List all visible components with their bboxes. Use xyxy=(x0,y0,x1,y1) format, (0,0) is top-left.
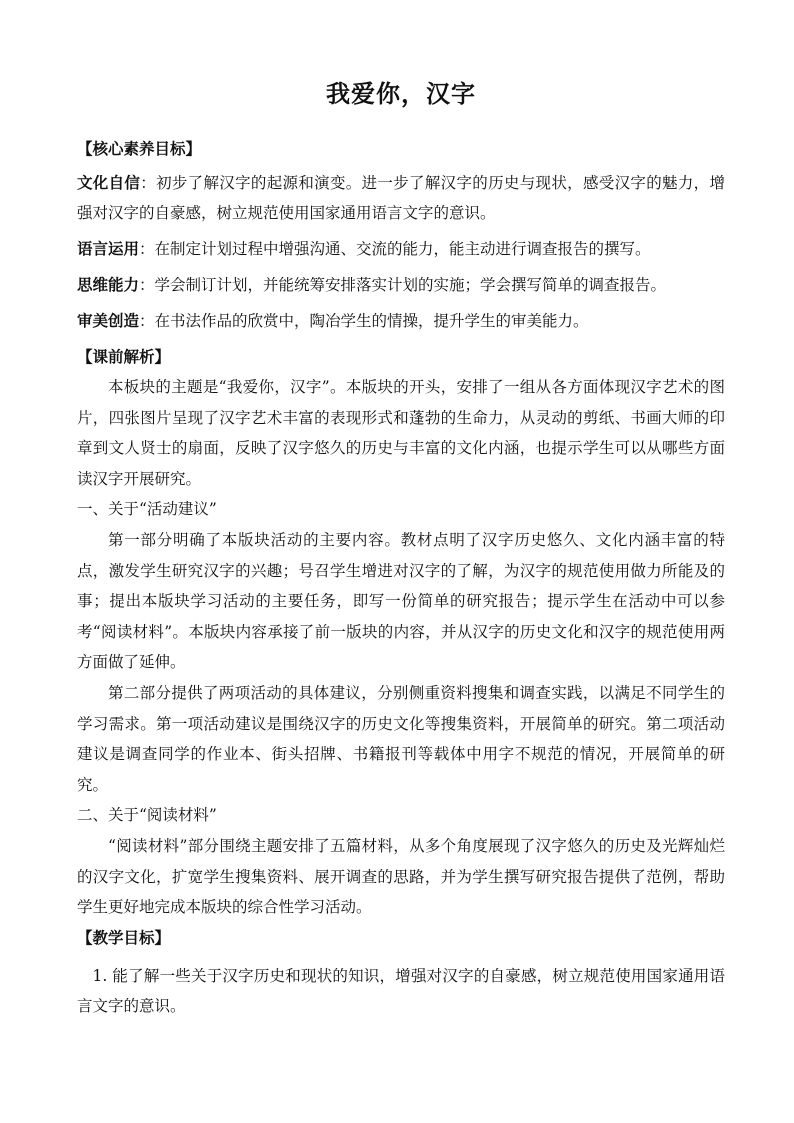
goal-term: 语言运用 xyxy=(77,239,140,258)
goal-text: 学会制订计划，并能统筹安排落实计划的实施；学会撰写简单的调查报告。 xyxy=(154,276,667,294)
analysis-heading: 【课前解析】 xyxy=(77,347,171,366)
analysis-part2-heading: 二、关于“阅读材料” xyxy=(77,806,217,825)
goal-text: 在书法作品的欣赏中，陶冶学生的情操，提升学生的审美能力。 xyxy=(154,312,589,330)
goal-thinking: 思维能力：学会制订计划，并能统筹安排落实计划的实施；学会撰写简单的调查报告。 xyxy=(77,275,667,294)
analysis-part2-paragraph-1: “阅读材料”部分围绕主题安排了五篇材料，从多个角度展现了汉字悠久的历史及光辉灿烂的汉字文化，扩宽学生搜集资料、展开调查的思路，并为学生撰写研究报告提供了范例，帮助学生更好地完成本版块的综合性学习活动。 xyxy=(77,836,725,917)
teaching-goals-heading: 【教学目标】 xyxy=(77,927,171,947)
goal-language: 语言运用：在制定计划过程中增强沟通、交流的能力，能主动进行调查报告的撰写。 xyxy=(77,239,651,258)
analysis-part1-paragraph-1: 第一部分明确了本版块活动的主要内容。教材点明了汉字历史悠久、文化内涵丰富的特点，激发学生研究汉字的兴趣；号召学生增进对汉字的了解，为汉字的规范使用做力所能及的事；提出本版块学习活动的主要任务，即写一份简单的研究报告；提示学生在活动中可以参考“阅读材料”。本版块内容承接了前一版块的内容，并从汉字的历史文化和汉字的规范使用两方面做了延伸。 xyxy=(77,530,725,672)
goal-term: 思维能力 xyxy=(77,275,140,294)
teaching-goals-list xyxy=(77,961,725,1022)
analysis-part1-paragraph-2: 第二部分提供了两项活动的具体建议，分别侧重资料搜集和调查实践，以满足不同学生的学习需求。第一项活动建议是围绕汉字的历史文化等搜集资料，开展简单的研究。第二项活动建议是调查同学的作业本、街头招牌、书籍报刊等载体中用字不规范的情况，开展简单的研究。 xyxy=(77,683,725,794)
goal-culture: 文化自信：初步了解汉字的起源和演变。进一步了解汉字的历史与现状，感受汉字的魅力，增强对汉字的自豪感，树立规范使用国家通用语言文字的意识。 xyxy=(77,173,725,222)
goal-aesthetic: 审美创造：在书法作品的欣赏中，陶冶学生的情操，提升学生的审美能力。 xyxy=(77,311,589,330)
teaching-goal-item: 1. 能了解一些关于汉字历史和现状的知识，增强对汉字的自豪感，树立规范使用国家通用语言文字的意识。 xyxy=(77,966,725,1016)
analysis-part1-heading: 一、关于“活动建议” xyxy=(77,500,217,519)
page-title: 我爱你，汉字 xyxy=(326,79,476,108)
goal-term: 文化自信 xyxy=(77,173,141,192)
goal-term: 审美创造 xyxy=(77,311,140,330)
core-goals-heading: 【核心素养目标】 xyxy=(77,139,202,158)
analysis-intro: 本板块的主题是“我爱你，汉字”。本版块的开头，安排了一组从各方面体现汉字艺术的图片，四张图片呈现了汉字艺术丰富的表现形式和蓬勃的生命力，从灵动的剪纸、书画大师的印章到文人贤士的扇面，反映了汉字悠久的历史与丰富的文化内涵，也提示学生可以从哪些方面读汉字开展研究。 xyxy=(77,378,725,488)
goal-text: 在制定计划过程中增强沟通、交流的能力，能主动进行调查报告的撰写。 xyxy=(154,240,651,258)
document-page xyxy=(77,74,725,1022)
goal-text: 初步了解汉字的起源和演变。进一步了解汉字的历史与现状，感受汉字的魅力，增强对汉字的自豪感，树立规范使用国家通用语言文字的意识。 xyxy=(77,174,725,222)
